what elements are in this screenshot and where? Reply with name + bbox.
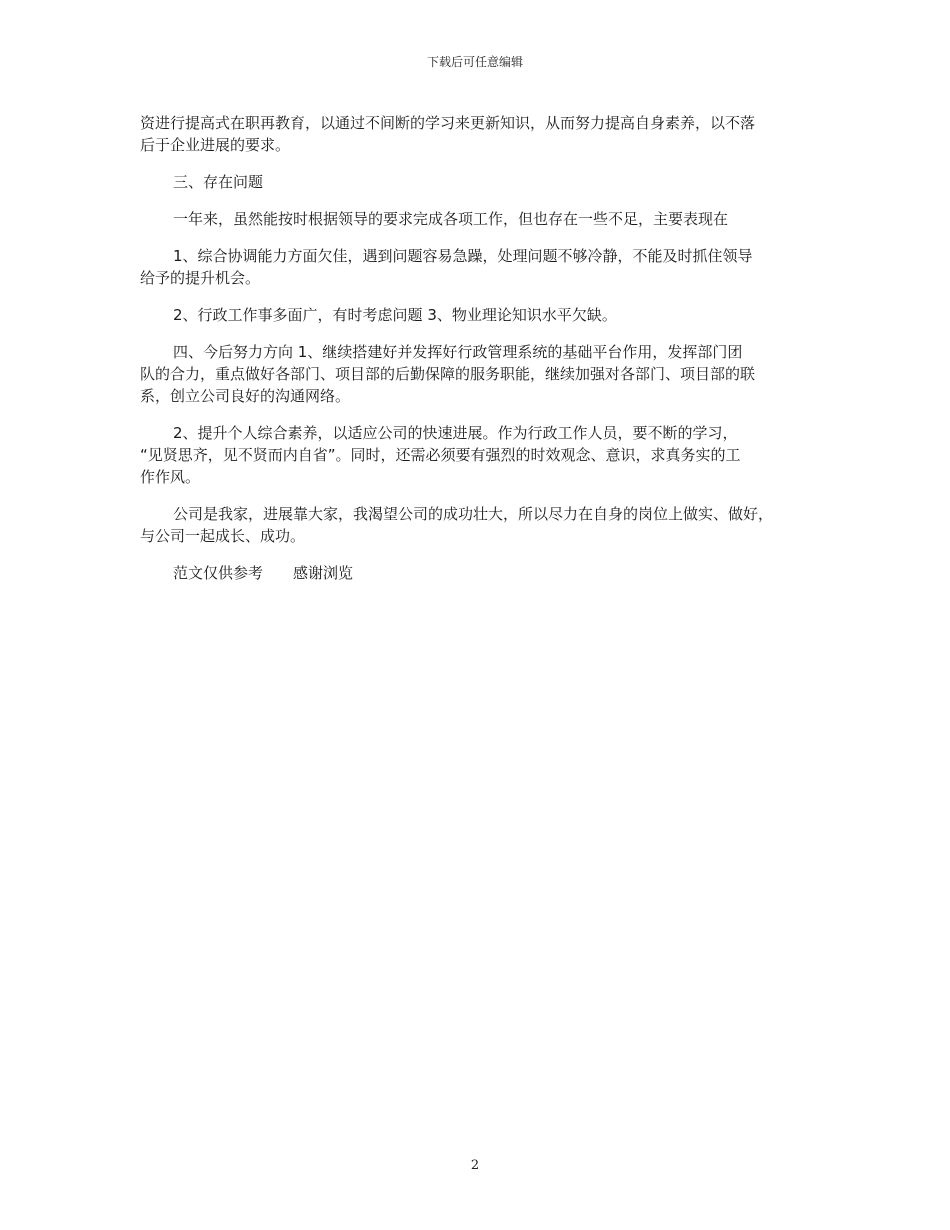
section-heading-issues [140,171,818,193]
text-line: 后于企业进展的要求。 [140,136,291,154]
paragraph-future-direction [140,341,818,407]
text-line: 与公司一起成长、成功。 [140,527,306,545]
paragraph-summary [140,208,818,230]
page-number: 2 [470,1158,480,1173]
paragraph-continuation [140,112,818,156]
text-line: 2、提升个人综合素养，以适应公司的快速进展。作为行政工作人员，要不断的学习， [173,424,738,442]
closing-note [140,562,818,584]
text-line: 一年来，虽然能按时根据领导的要求完成各项工作，但也存在一些不足，主要表现在 [173,210,729,228]
paragraph-improve-quality [140,422,818,488]
paragraph-issue-2-3 [140,304,818,326]
text-line: “见贤思齐，见不贤而内自省”。同时，还需必须要有强烈的时效观念、意识，求真务实的工 [140,446,741,464]
closing-line [140,562,818,584]
text-line: 资进行提高式在职再教育，以通过不间断的学习来更新知识，从而努力提高自身素养，以不落 [140,114,756,132]
text-line: 队的合力，重点做好各部门、项目部的后勤保障的服务职能，继续加强对各部门、项目部的联 [140,365,756,383]
closing-right-text: 感谢浏览 [293,564,354,582]
document-body [140,112,818,599]
text-line: 四、今后努力方向 1、继续搭建好并发挥好行政管理系统的基础平台作用，发挥部门团 [173,343,743,361]
closing-left-text: 范文仅供参考 [173,564,264,582]
text-line: 三、存在问题 [173,173,264,191]
paragraph-issue-1 [140,245,818,289]
paragraph-company-home [140,503,818,547]
text-line: 作作风。 [140,468,201,486]
text-line: 给予的提升机会。 [140,269,261,287]
text-line: 系，创立公司良好的沟通网络。 [140,387,351,405]
text-line: 公司是我家，进展靠大家，我渴望公司的成功壮大，所以尽力在自身的岗位上做实、做好， [173,505,774,523]
text-line: 1、综合协调能力方面欠佳，遇到问题容易急躁，处理问题不够冷静，不能及时抓住领导 [173,247,753,265]
page-header: 下载后可任意编辑 [426,55,523,69]
text-line: 2、行政工作事多面广，有时考虑问题 3、物业理论知识水平欠缺。 [173,306,617,324]
